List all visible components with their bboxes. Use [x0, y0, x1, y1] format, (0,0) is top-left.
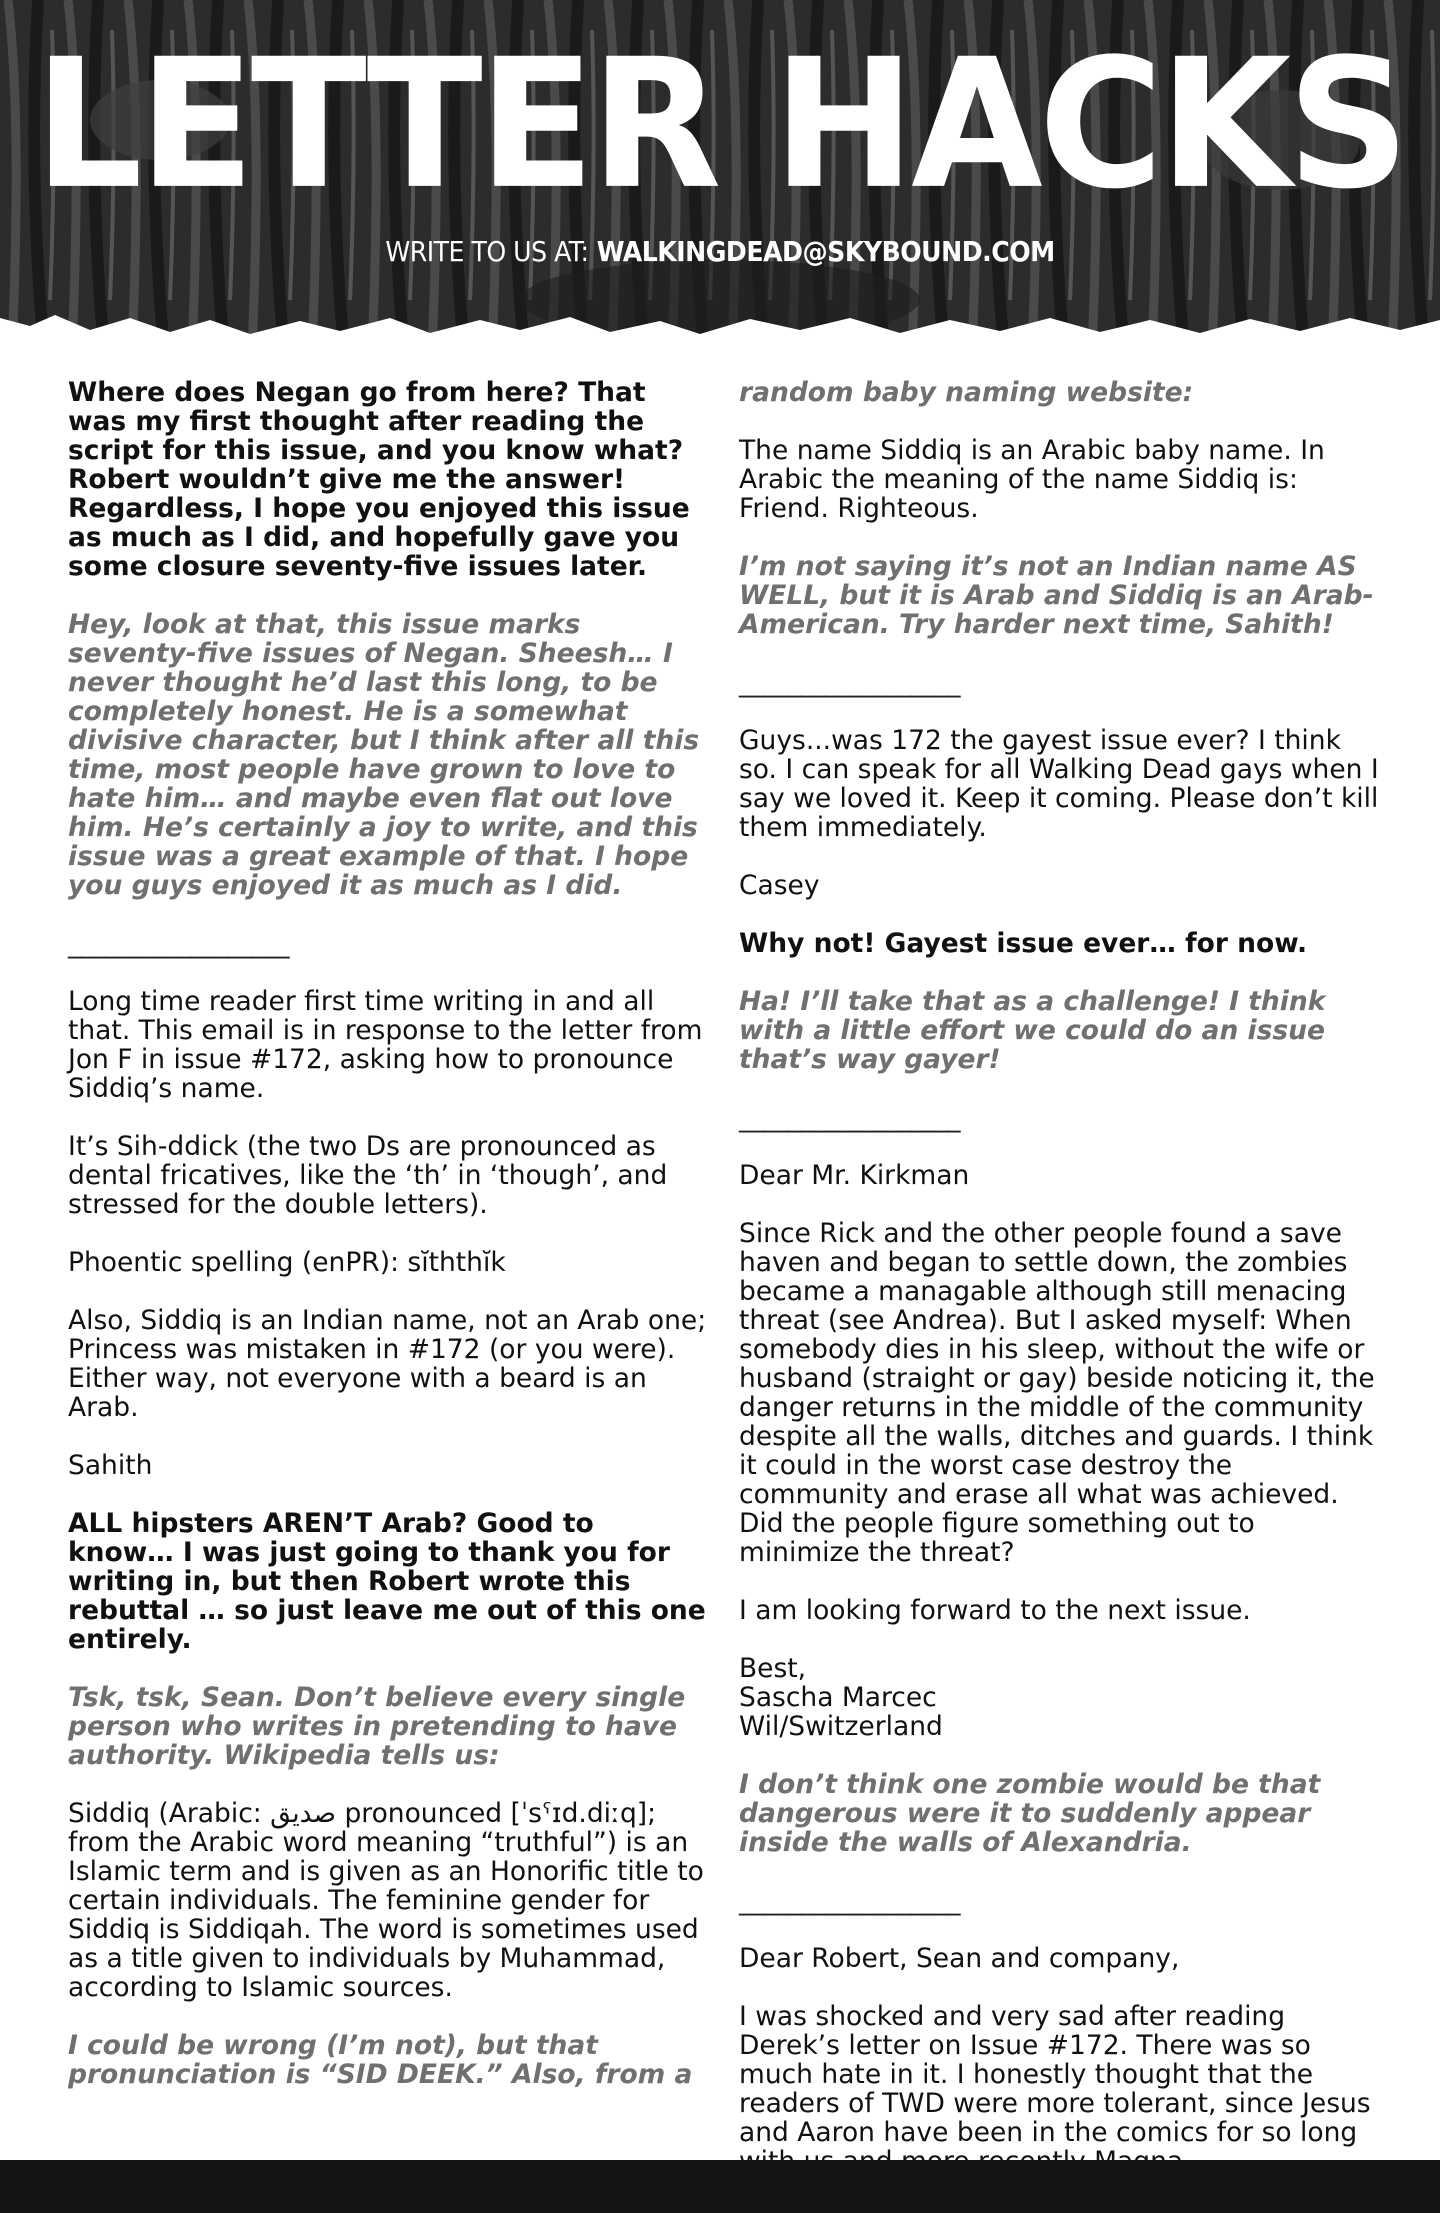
- reader-letter-paragraph: Also, Siddiq is an Indian name, not an Arab one; Princess was mistaken in #172 (or you were). Either way, not everyone with a beard is an Arab.: [68, 1305, 707, 1423]
- letter-separator: __________________: [739, 1885, 960, 1916]
- editor-response: random baby naming website:: [739, 377, 1194, 408]
- page-title: LETTER HACKS: [34, 21, 1406, 229]
- editor-response: I don’t think one zombie would be that dangerous were it to suddenly appear inside the walls of Alexandria.: [739, 1769, 1321, 1858]
- reader-letter-paragraph: Dear Mr. Kirkman: [739, 1160, 970, 1191]
- editor-response: Hey, look at that, this issue marks seventy-five issues of Negan. Sheesh… I never thought he’d last this long, to be completely honest. He is a somewhat divisive character, but I think after all this time, most people have grown to love to hate him… and maybe even flat out love him. He’s certainly a joy to write, and this issue was a great example of that. I hope you guys enjoyed it as much as I did.: [68, 609, 700, 901]
- reader-letter-paragraph: Long time reader first time writing in and all that. This email is in response to the letter from Jon F in issue #172, asking how to pronounce Siddiq’s name.: [68, 986, 703, 1104]
- header-banner: [0, 0, 1440, 350]
- reader-letter-paragraph: Phoentic spelling (enPR): sĭththĭk: [68, 1247, 506, 1278]
- reader-letter-paragraph: Sahith: [68, 1450, 153, 1481]
- letter-separator: __________________: [68, 928, 289, 959]
- letter-separator: __________________: [739, 667, 960, 698]
- reader-letter-paragraph: Casey: [739, 870, 820, 901]
- right-column: [739, 378, 1379, 2205]
- reader-letter-paragraph: I was shocked and very sad after reading Derek’s letter on Issue #172. There was so much hate in it. I honestly thought that the readers of TWD were more tolerant, since Jesus and Aaron have been in the comics for so long: [739, 2001, 1371, 2148]
- editor-reply: ALL hipsters AREN’T Arab? Good to know… I was just going to thank you for writing in, but then Robert wrote this rebuttal … so just leave me out of this one entirely.: [68, 1508, 706, 1655]
- reader-letter-paragraph: Guys...was 172 the gayest issue ever? I think so. I can speak for all Walking Dead gays when I say we loved it. Keep it coming. Please don’t kill them immediately.: [739, 725, 1379, 843]
- contact-email: WALKINGDEAD@SKYBOUND.COM: [596, 235, 1055, 268]
- reader-letter-paragraph: Best, Sascha Marcec Wil/Switzerland: [739, 1653, 943, 1742]
- footer-bar: [0, 2160, 1440, 2213]
- editor-response: Tsk, tsk, Sean. Don’t believe every single person who writes in pretending to have authority. Wikipedia tells us:: [68, 1682, 686, 1771]
- editor-response: I could be wrong (I’m not), but that pronunciation is “SID DEEK.” Also, from a: [68, 2030, 693, 2090]
- letter-separator: __________________: [739, 1102, 960, 1133]
- editor-response: Ha! I’ll take that as a challenge! I think with a little effort we could do an issue that’s way gayer!: [739, 986, 1326, 1075]
- editor-reply: Where does Negan go from here? That was my first thought after reading the script for this issue, and you know what? Robert wouldn’t give me the answer! Regardless, I hope you enjoyed this issue as much as I did, and hopefully gave you some closure seventy-five issues later.: [68, 377, 690, 582]
- editor-reply: Why not! Gayest issue ever… for now.: [739, 928, 1308, 959]
- write-to-label: WRITE TO US AT:: [385, 235, 589, 268]
- reader-letter-paragraph: It’s Sih-ddick (the two Ds are pronounced as dental fricatives, like the ‘th’ in ‘though’, and stressed for the double letters).: [68, 1131, 668, 1220]
- reader-letter-paragraph: Since Rick and the other people found a save haven and began to settle down, the zombies became a managable although still menacing threat (see Andrea). But I asked myself: When somebody dies in his sleep, without the wife or husband (straight or gay) beside noticing it, the danger returns in the middle of the community despite all the walls, ditches and guards. I think it could in the worst case destroy the community and erase all what was achieved. Did the people figure something out to minimize the threat?: [739, 1218, 1375, 1568]
- reader-letter-paragraph: I am looking forward to the next issue.: [739, 1595, 1251, 1626]
- reader-letter-paragraph: The name Siddiq is an Arabic baby name. In Arabic the meaning of the name Siddiq is: Friend. Righteous.: [739, 435, 1325, 524]
- left-column: [68, 378, 708, 2118]
- reader-letter-paragraph: Dear Robert, Sean and company,: [739, 1943, 1180, 1974]
- editor-response: I’m not saying it’s not an Indian name AS WELL, but it is Arab and Siddiq is an Arab-American. Try harder next time, Sahith!: [739, 551, 1374, 640]
- reader-letter-paragraph: Siddiq (Arabic: صديق pronounced [ˈsˤɪd.diːq]; from the Arabic word meaning “truthful”) is an Islamic term and is given as an Honorific title to certain individuals. The feminine gender for Siddiq is Siddiqah. The word is sometimes used as a title given to individuals by Muhammad, according to Islamic sources.: [68, 1798, 704, 2003]
- write-to-us-line: [0, 235, 1440, 268]
